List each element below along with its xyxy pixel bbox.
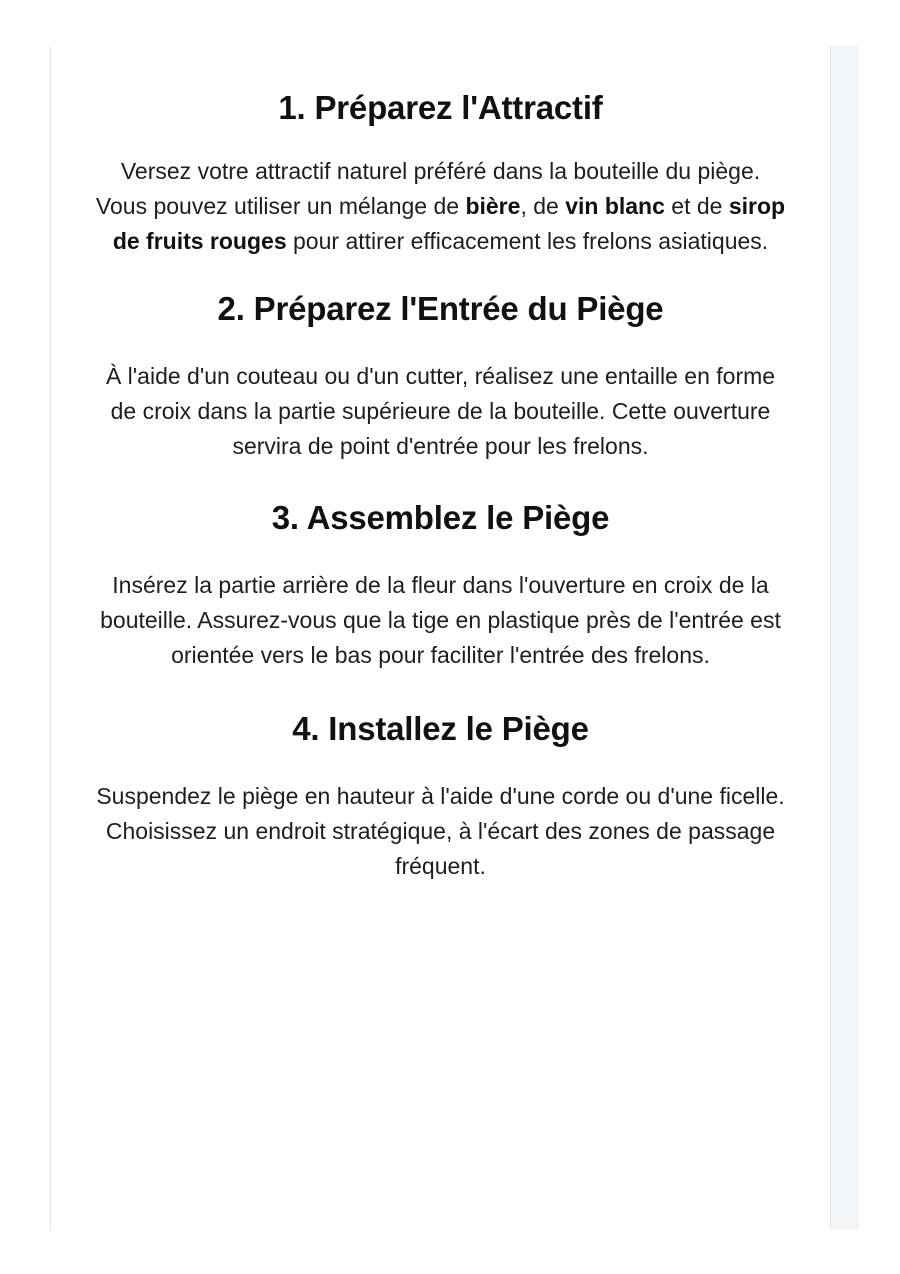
step-2-text: À l'aide d'un couteau ou d'un cutter, réalisez une entaille en forme de croix dans la partie supérieure de la bouteille. Cette ouverture servira de point d'entrée pour les frelons. (105, 363, 776, 459)
step-2 (51, 289, 830, 464)
step-2-title: 2. Préparez l'Entrée du Piège (217, 290, 664, 327)
step-4-title: 4. Installez le Piège (292, 710, 589, 747)
step-4 (51, 709, 830, 884)
step-1 (51, 88, 830, 259)
step-1-text (96, 154, 786, 259)
step-1-text-part-3: et de (664, 193, 729, 219)
step-3-title: 3. Assemblez le Piège (271, 499, 610, 536)
step-1-bold-biere: bière (465, 193, 521, 219)
step-1-text-part-4: pour attirer efficacement les frelons asiatiques. (286, 228, 769, 254)
step-1-text-part-2: , de (520, 193, 566, 219)
step-3 (51, 498, 830, 673)
step-1-text-part-1: Versez votre attractif naturel préféré dans la bouteille du piège. Vous pouvez utiliser un mélange de (95, 158, 761, 219)
step-1-bold-sirop: sirop de fruits rouges (112, 193, 786, 254)
step-1-bold-vin-blanc: vin blanc (565, 193, 665, 219)
right-sidebar-gutter (830, 46, 859, 1230)
step-4-text: Suspendez le piège en hauteur à l'aide d'une corde ou d'une ficelle. Choisissez un endroit stratégique, à l'écart des zones de passage fréquent. (96, 783, 785, 879)
instructions-content (51, 46, 830, 884)
step-1-title: 1. Préparez l'Attractif (278, 89, 603, 126)
step-3-text: Insérez la partie arrière de la fleur dans l'ouverture en croix de la bouteille. Assurez-vous que la tige en plastique près de l'entrée est orientée vers le bas pour faciliter l'entrée des frelons. (100, 572, 781, 668)
